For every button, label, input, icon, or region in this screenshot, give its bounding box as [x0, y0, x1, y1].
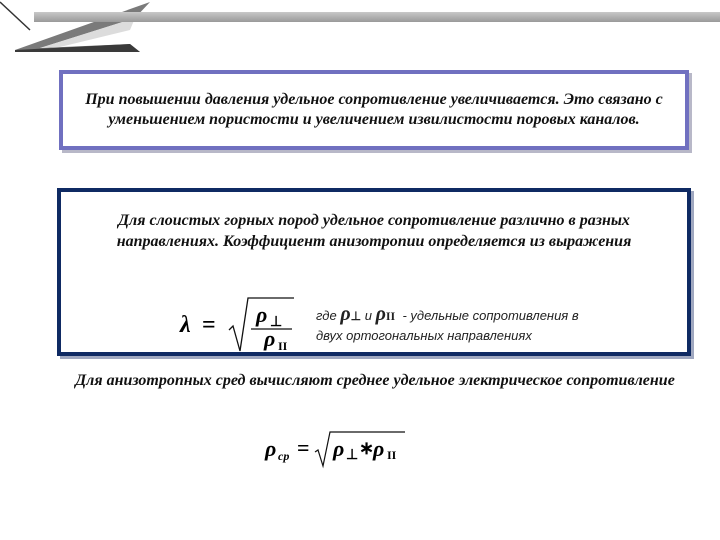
rho-par-symbol: ρ — [373, 436, 385, 461]
numerator-subscript: ⊥ — [270, 315, 283, 330]
rho-avg-symbol: ρ — [265, 436, 277, 461]
pressure-note-text: При повышении давления удельное сопротивление увеличивается. Это связано с уменьшением пористости и увеличением извилистости поровых каналов. — [85, 91, 663, 128]
note-suffix: - удельные сопротивления в — [402, 308, 579, 323]
equals-sign-2: = — [297, 435, 310, 460]
rho-perp-symbol: ρ — [333, 436, 345, 461]
equals-sign: = — [202, 312, 216, 338]
anisotropy-formula — [176, 296, 301, 356]
corner-decoration — [0, 0, 180, 60]
note-rho-perp: ρ — [340, 303, 351, 325]
rho-par-subscript: II — [387, 448, 397, 462]
average-resistivity-text: Для анизотропных сред вычисляют среднее удельное электрическое сопротивление — [75, 372, 675, 389]
lambda-symbol: λ — [180, 312, 191, 338]
rho-perp-subscript: ⊥ — [346, 448, 359, 463]
multiply-sign: ∗ — [359, 438, 375, 458]
note-sub-par: II — [385, 309, 396, 323]
note-rho-par: ρ — [375, 303, 386, 325]
formula-note — [316, 305, 656, 345]
denominator-rho: ρ — [264, 326, 276, 351]
anisotropy-text: Для слоистых горных пород удельное сопротивление различно в разных направлениях. Коэффициент анизотропии определяется из выражения — [116, 212, 632, 250]
pressure-note-box — [59, 70, 689, 150]
rho-avg-subscript: ср — [278, 449, 290, 463]
note-line2: двух ортогональных направлениях — [316, 328, 532, 343]
header-bar — [34, 12, 720, 22]
note-conj: и — [364, 308, 372, 323]
average-resistivity-formula — [263, 430, 413, 470]
note-prefix: где — [316, 308, 337, 323]
denominator-subscript: II — [278, 339, 288, 353]
numerator-rho: ρ — [256, 302, 268, 327]
note-sub-perp: ⊥ — [350, 309, 362, 323]
